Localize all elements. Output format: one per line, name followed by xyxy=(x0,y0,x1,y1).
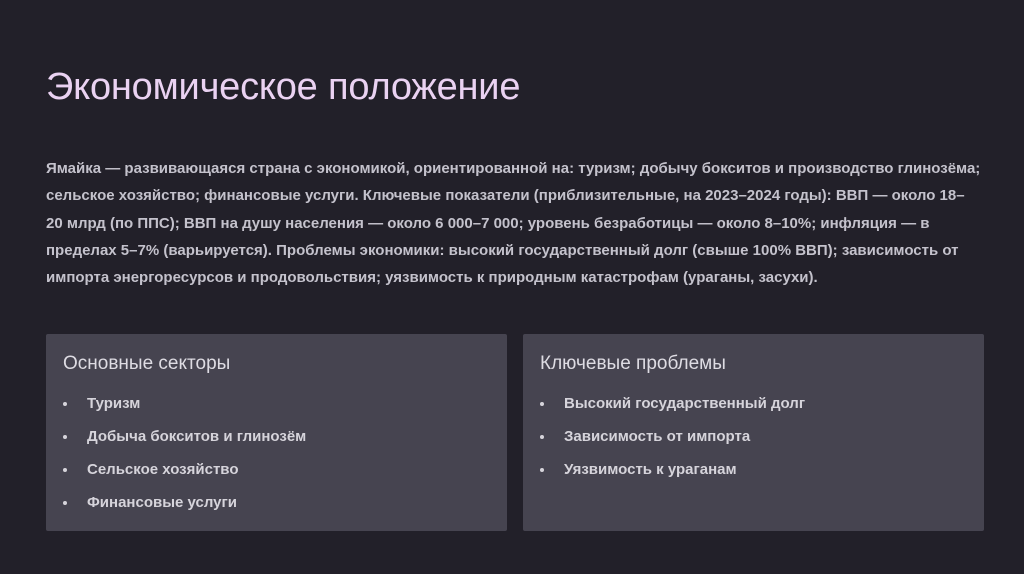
bullet-icon xyxy=(63,402,67,406)
list-item-label: Финансовые услуги xyxy=(87,494,237,511)
list-item-label: Сельское хозяйство xyxy=(87,461,239,478)
intro-paragraph: Ямайка — развивающаяся страна с экономикой, ориентированной на: туризм; добычу бокситов и производство глинозёма; сельское хозяйство; финансовые услуги. Ключевые показатели (приблизительные, на 2023–2024 годы): ВВП — около 18–20 млрд (по ППС); ВВП на душу населения — около 6 000–7 000; уровень безработицы — около 8–10%; инфляция — в пределах 5–7% (варьируется). Проблемы экономики: высокий государственный долг (свыше 100% ВВП); зависимость от импорта энергоресурсов и продовольствия; уязвимость к природным катастрофам (ураганы, засухи). xyxy=(46,160,981,287)
list-item-label: Высокий государственный долг xyxy=(564,395,806,412)
problems-card xyxy=(523,334,984,531)
list-item xyxy=(540,459,805,492)
sectors-list xyxy=(63,393,306,525)
bullet-icon xyxy=(63,435,67,439)
bullet-icon xyxy=(63,501,67,505)
bullet-icon xyxy=(63,468,67,472)
sectors-card-title: Основные секторы xyxy=(63,353,231,374)
list-item xyxy=(63,492,306,525)
list-item-label: Туризм xyxy=(87,395,141,412)
list-item xyxy=(540,393,805,426)
problems-card-title: Ключевые проблемы xyxy=(540,353,726,374)
sectors-card xyxy=(46,334,507,531)
bullet-icon xyxy=(540,402,544,406)
list-item-label: Добыча бокситов и глинозём xyxy=(87,428,307,445)
list-item-label: Уязвимость к ураганам xyxy=(564,461,737,478)
bullet-icon xyxy=(540,435,544,439)
list-item xyxy=(63,459,306,492)
list-item-label: Зависимость от импорта xyxy=(564,428,751,445)
problems-list xyxy=(540,393,805,492)
list-item xyxy=(63,426,306,459)
list-item xyxy=(63,393,306,426)
bullet-icon xyxy=(540,468,544,472)
page-title: Экономическое положение xyxy=(46,66,521,108)
list-item xyxy=(540,426,805,459)
